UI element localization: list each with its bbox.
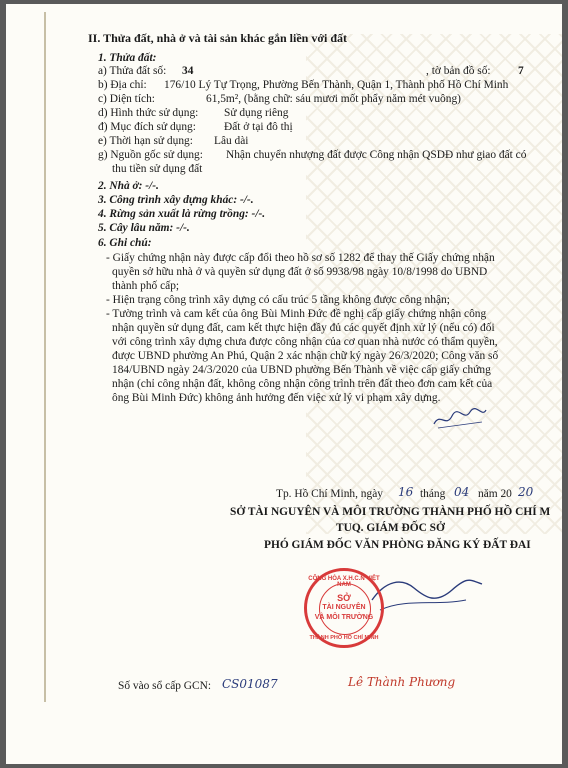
stamp-top-text: CỘNG HÒA X.H.C.N VIỆT NAM — [308, 576, 380, 588]
register-label: Số vào sổ cấp GCN: — [118, 680, 212, 692]
note-line: với công trình xây dựng chưa được công nhận của cơ quan nhà nước có thẩm quyền, — [112, 336, 498, 348]
note-line: - Tường trình và cam kết của ông Bùi Minh Đức đề nghị cấp giấy chứng nhận công — [106, 308, 487, 320]
map-sheet-value: 7 — [518, 65, 524, 77]
origin-value-line1: Nhận chuyển nhượng đất được Công nhận QSDĐ như giao đất có — [226, 149, 527, 161]
date-prefix: Tp. Hồ Chí Minh, ngày — [276, 488, 383, 500]
usage-term-value: Lâu dài — [214, 135, 249, 147]
note-line: nhận (chỉ công nhận đất, không công nhận công trình trên đất theo đơn cam kết của — [112, 378, 493, 390]
item6-notes-heading: 6. Ghi chú: — [98, 237, 152, 249]
authority-name: SỞ TÀI NGUYÊN VÀ MÔI TRƯỜNG THÀNH PHỐ HỒ CHÍ M — [230, 506, 551, 518]
authority-delegation: TUQ. GIÁM ĐỐC SỞ — [336, 522, 445, 534]
origin-value-line2: thu tiền sử dụng đất — [112, 163, 203, 175]
section-title: II. Thửa đất, nhà ở và tài sản khác gắn liền với đất — [88, 31, 348, 45]
note-line: 184/UBND ngày 24/3/2020 của UBND phường Bến Thành về việc cấp giấy chứng — [112, 364, 491, 376]
stamp-center-text: SỞ — [337, 593, 351, 603]
official-signature — [366, 570, 486, 630]
note-line: nhận quyền sử dụng đất, cam kết thực hiện đầy đủ các quyết định xử lý (nếu có) đối — [112, 322, 495, 334]
usage-term-label: e) Thời hạn sử dụng: — [98, 135, 193, 147]
stamp-center-text: VÀ MÔI TRƯỜNG — [314, 614, 374, 621]
date-month: 04 — [454, 485, 470, 499]
initial-signature — [430, 402, 490, 432]
note-line: - Giấy chứng nhận này được cấp đổi theo hồ sơ số 1282 để thay thế Giấy chứng nhận — [106, 252, 495, 264]
note-line: được UBND phường An Phú, Quận 2 xác nhận chữ ký ngày 26/3/2020; Công văn số — [112, 350, 499, 362]
signer-name: Lê Thành Phương — [348, 675, 456, 689]
item1-heading: 1. Thửa đất: — [98, 52, 157, 64]
area-label: c) Diện tích: — [98, 93, 155, 105]
item4-forest: 4. Rừng sản xuất là rừng trồng: -/-. — [98, 208, 266, 220]
usage-form-label: d) Hình thức sử dụng: — [98, 107, 199, 119]
security-pattern — [306, 34, 562, 534]
usage-form-value: Sử dụng riêng — [224, 107, 289, 119]
item3-other-works: 3. Công trình xây dựng khác: -/-. — [98, 194, 254, 206]
date-month-label: tháng — [420, 488, 446, 500]
usage-purpose-label: đ) Mục đích sử dụng: — [98, 121, 196, 133]
item2-house: 2. Nhà ở: -/-. — [98, 180, 159, 192]
stamp-center-text: TÀI NGUYÊN — [322, 604, 366, 611]
stamp-bottom-text: THÀNH PHỐ HỒ CHÍ MINH — [309, 635, 379, 641]
origin-label: g) Nguồn gốc sử dụng: — [98, 149, 203, 161]
usage-purpose-value: Đất ở tại đô thị — [224, 121, 293, 133]
address-label: b) Địa chỉ: — [98, 79, 147, 91]
area-value: 61,5m², (bằng chữ: sáu mươi mốt phẩy năm mét vuông) — [206, 93, 461, 105]
register-value: CS01087 — [222, 677, 278, 691]
date-year-label: năm 20 — [478, 488, 512, 500]
parcel-number-label: a) Thửa đất số: — [98, 65, 167, 77]
date-year: 20 — [518, 485, 534, 499]
official-stamp — [304, 568, 384, 648]
address-value: 176/10 Lý Tự Trọng, Phường Bến Thành, Quận 1, Thành phố Hồ Chí Minh — [164, 79, 509, 91]
note-line: ông Bùi Minh Đức) không ảnh hưởng đến việc xử lý vi phạm xây dựng. — [112, 392, 441, 404]
authority-title: PHÓ GIÁM ĐỐC VĂN PHÒNG ĐĂNG KÝ ĐẤT ĐAI — [264, 539, 531, 551]
map-sheet-label: , tờ bản đồ số: — [426, 65, 491, 77]
page-border — [44, 12, 46, 702]
note-line: thành phố cấp; — [112, 280, 180, 292]
certificate-page — [6, 4, 562, 764]
date-day: 16 — [398, 485, 414, 499]
parcel-number-value: 34 — [182, 65, 194, 77]
note-line: - Hiện trạng công trình xây dựng có cấu trúc 5 tầng không được công nhận; — [106, 294, 450, 306]
note-line: quyền sở hữu nhà ở và quyền sử dụng đất ở số 9938/98 ngày 10/8/1998 do UBND — [112, 266, 488, 278]
item5-perennial-trees: 5. Cây lâu năm: -/-. — [98, 222, 190, 234]
